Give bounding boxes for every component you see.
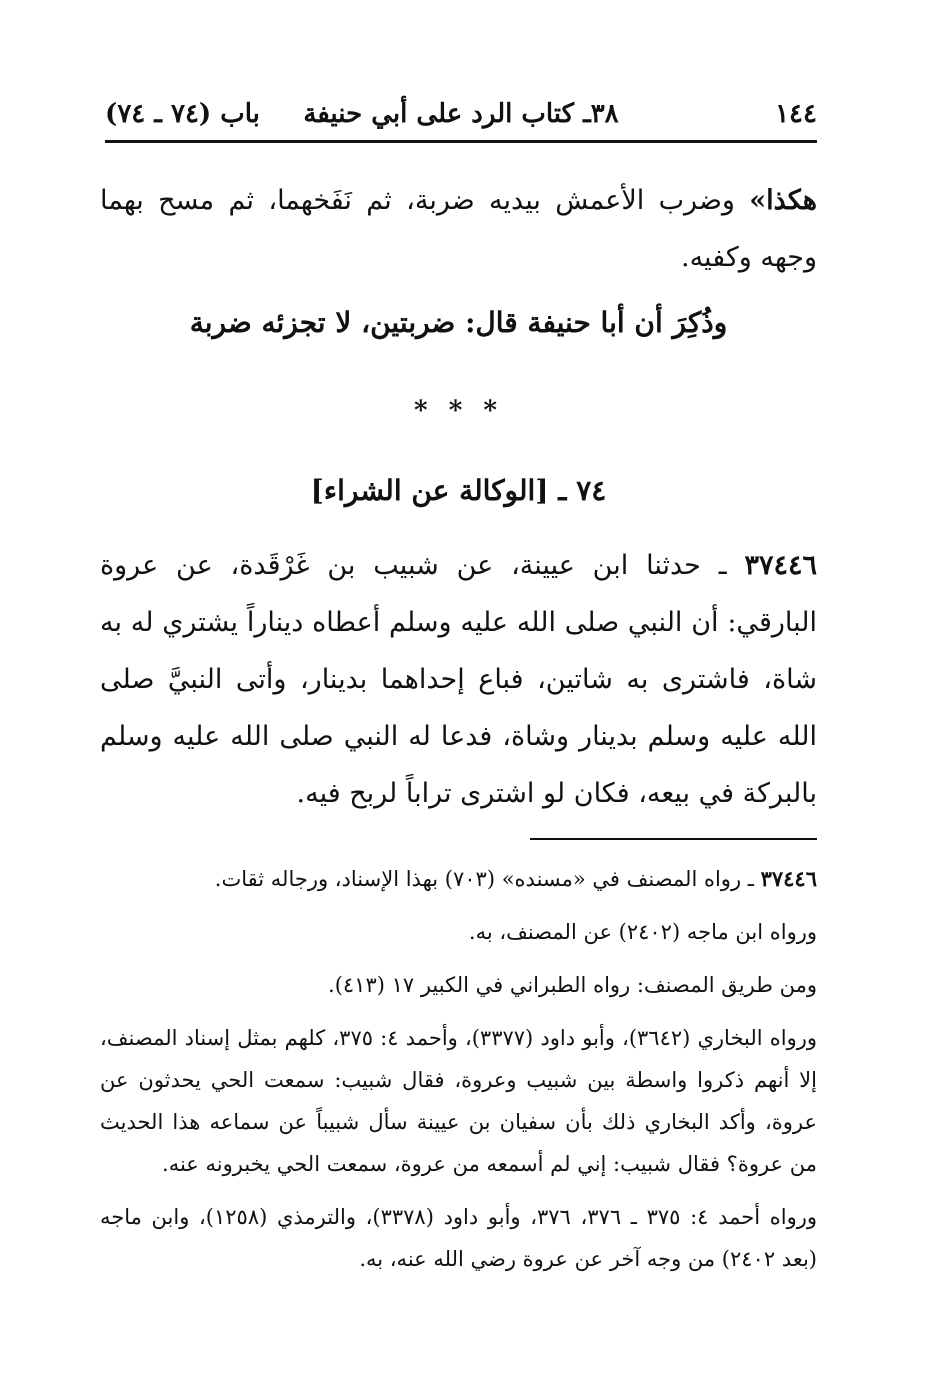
- footnote-text: ورواه البخاري (٣٦٤٢)، وأبو داود (٣٣٧٧)، وأحمد ٤: ٣٧٥، كلهم بمثل إسناد المصنف، إلا أنهم ذكروا واسطة بين شبيب وعروة، فقال شبيب: سمعت الحي يحدثون عن عروة، وأكد البخاري ذلك بأن سفيان بن عيينة سأل شبيباً عن سماعه هذا الحديث من عروة؟ فقال شبيب: إني لم أسمعه من عروة، سمعت الحي يخبرونه عنه.: [100, 1026, 817, 1176]
- footnotes: [100, 858, 817, 1291]
- intro-paragraph: [100, 172, 817, 286]
- header-divider: [105, 140, 817, 143]
- footnote-item: [100, 1196, 817, 1280]
- footnote-item: [100, 858, 817, 900]
- footnote-text: ورواه أحمد ٤: ٣٧٥ ـ ٣٧٦، ٣٧٦، وأبو داود (٣٣٧٨)، والترمذي (١٢٥٨)، وابن ماجه (بعد ٢٤٠٢) من وجه آخر عن عروة رضي الله عنه، به.: [100, 1205, 817, 1271]
- book-title: ٣٨ـ كتاب الرد على أبي حنيفة: [303, 99, 619, 129]
- section-separator: * * *: [414, 396, 503, 426]
- page-number: ١٤٤: [775, 99, 817, 129]
- author-note: وذُكِرَ أن أبا حنيفة قال: ضربتين، لا تجزئه ضربة: [189, 306, 728, 339]
- hadith-paragraph: [100, 537, 817, 822]
- footnote-text: ومن طريق المصنف: رواه الطبراني في الكبير ١٧ (٤١٣).: [328, 973, 817, 997]
- footnote-item: [100, 1017, 817, 1185]
- hadith-text: ـ حدثنا ابن عيينة، عن شبيب بن غَرْقَدة، عن عروة البارقي: أن النبي صلى الله عليه وسلم أعطاه ديناراً يشتري له به شاة، فاشترى به شاتين، فباع إحداهما بدينار، وأتى النبيَّ صلى الله عليه وسلم بدينار وشاة، فدعا له النبي صلى الله عليه وسلم بالبركة في بيعه، فكان لو اشترى تراباً لربح فيه.: [100, 550, 817, 809]
- intro-lead: هكذا»: [749, 185, 817, 216]
- footnote-text: ورواه ابن ماجه (٢٤٠٢) عن المصنف، به.: [468, 920, 817, 944]
- footnote-divider: [530, 838, 817, 840]
- chapter-reference: باب (٧٤ ـ ٧٤): [105, 99, 260, 129]
- footnote-number: ٣٧٤٤٦: [760, 866, 817, 891]
- footnote-item: [100, 911, 817, 953]
- intro-text: وضرب الأعمش بيديه ضربة، ثم نَفَخهما، ثم مسح بهما وجهه وكفيه.: [100, 185, 817, 273]
- footnote-text: ـ رواه المصنف في «مسنده» (٧٠٣) بهذا الإسناد، ورجاله ثقات.: [214, 867, 761, 891]
- hadith-number: ٣٧٤٤٦: [744, 550, 817, 581]
- chapter-heading: ٧٤ ـ [الوكالة عن الشراء]: [310, 474, 607, 507]
- footnote-item: [100, 964, 817, 1006]
- running-header: [105, 96, 817, 132]
